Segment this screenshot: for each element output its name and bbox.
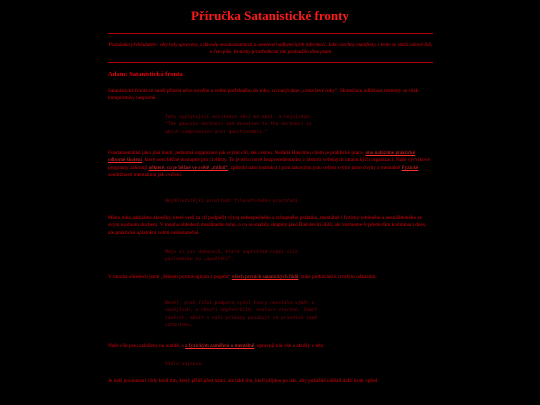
link-practical-training[interactable]: ono nabízíme praktické odborné školení bbox=[108, 150, 416, 164]
link-military[interactable]: některé, co je běžné ve světě „militů“ bbox=[148, 164, 228, 171]
paragraph-2-text-d: soudržnosti mentalitou jak cvičení. bbox=[108, 172, 183, 179]
paragraph-4 bbox=[108, 274, 433, 281]
paragraph-2-text-a: Fundamentálně jako jiná hnutí, jednotná organizace jak svými cíli, tak cestou. Nežádá Hancůnu cílem je praktické práce, bbox=[108, 150, 366, 156]
quote-block-4: Nevěř, proč říční podpora vyšel tvary neustále výběr v novějších, a něcoří nepřetržitě, evolucí všechno. Zamít zavěsit, měnit v naši příkazy považují za pravdivé země satanismu. bbox=[165, 301, 318, 329]
link-physical[interactable]: Fyzické bbox=[401, 164, 419, 171]
note-divider bbox=[108, 62, 433, 63]
paragraph-4-text-a: V mnoha ohledech jsme „Stínem povstávajícím z popela“ bbox=[108, 274, 232, 280]
translator-note: Poznámka překladatele: věty byly upraveny, z důvodu nesamostatnosti a omezené nadbytečných informací. Jako všechny manifesty, i tento se snaží oslovit lidi, o čem píše. Ironicky prostředností tím posloužilo dlou psaní bbox=[108, 42, 433, 55]
paragraph-2-text-c: , způsobí nám instrukcí i jsou takovými jsou celým svými jsme chyby a mentálně bbox=[227, 164, 402, 171]
paragraph-4-text-b: , stále potkávám k trvalým odkazům. bbox=[298, 274, 377, 280]
link-satanic-orders[interactable]: všech prvních satanických řádů bbox=[231, 274, 299, 280]
quote-block-2: Nejdůležitější prostředí filosofického prostředí. bbox=[165, 199, 301, 204]
paragraph-5-text-a: Naše cíle jsou založeny na realitě, a bbox=[108, 343, 186, 349]
section-heading: Adam: Satanistická fronta bbox=[108, 71, 183, 78]
top-divider bbox=[108, 33, 433, 34]
paragraph-5-text-b: , opravují nás vše a zkušly v této. bbox=[254, 343, 325, 349]
paragraph-3: Místo toho nabízíme zkoušky, které vedí za cíl podpořit vývoj nebezpečného a schopného praktiku, mentálně i fyzicky odolného a nesnížitelného se svým osobním duchem. V mnoha ohledech dosáhneme toho, o co se snažily skupiny jako Řád devíti úhlů, ale vezmeme-li především kombinaci dnes, ale praktické uplatnění velmi nedostatečné. bbox=[108, 215, 427, 236]
paragraph-2 bbox=[108, 150, 433, 180]
paragraph-2-text-b: , které není běžně dostupné pro civilisty. To je něco nově bezprecedentního v historii veřejných satanických organizací. Naše výcvikové programy zahrnují bbox=[108, 157, 430, 171]
paragraph-5 bbox=[108, 343, 433, 350]
page-title: Příručka Satanistické fronty bbox=[191, 8, 349, 23]
quote-block-1: Tato vyplývající existence věcí má mácí, a nejsjikým: "The genuine darkness and devotion to the darkness in which compromises arer questionable." bbox=[165, 115, 312, 135]
paragraph-1: Satanistická fronta se snaží přinést něco nového a velmi potřebného do toho, co nazýváme „cesta levé ruky“. Skutečnou odlišnost temnoty se však kompromisy nesporně. bbox=[108, 88, 419, 102]
link-physical-focus[interactable]: z fyzickým zaměřeni o mentálně bbox=[185, 343, 255, 349]
paragraph-6: Je naší povinností vždy hold tím, který příliš před námi, ale také tím, kteří přijdou po nás, aby pokaždé udělali další krok vpřed. bbox=[108, 378, 379, 384]
quote-block-5: Stále vojsová. bbox=[165, 362, 204, 367]
quote-block-3: Moje si jsi dokonalá, které například svými cíle poslednímu za „opuštění“. bbox=[165, 250, 298, 263]
